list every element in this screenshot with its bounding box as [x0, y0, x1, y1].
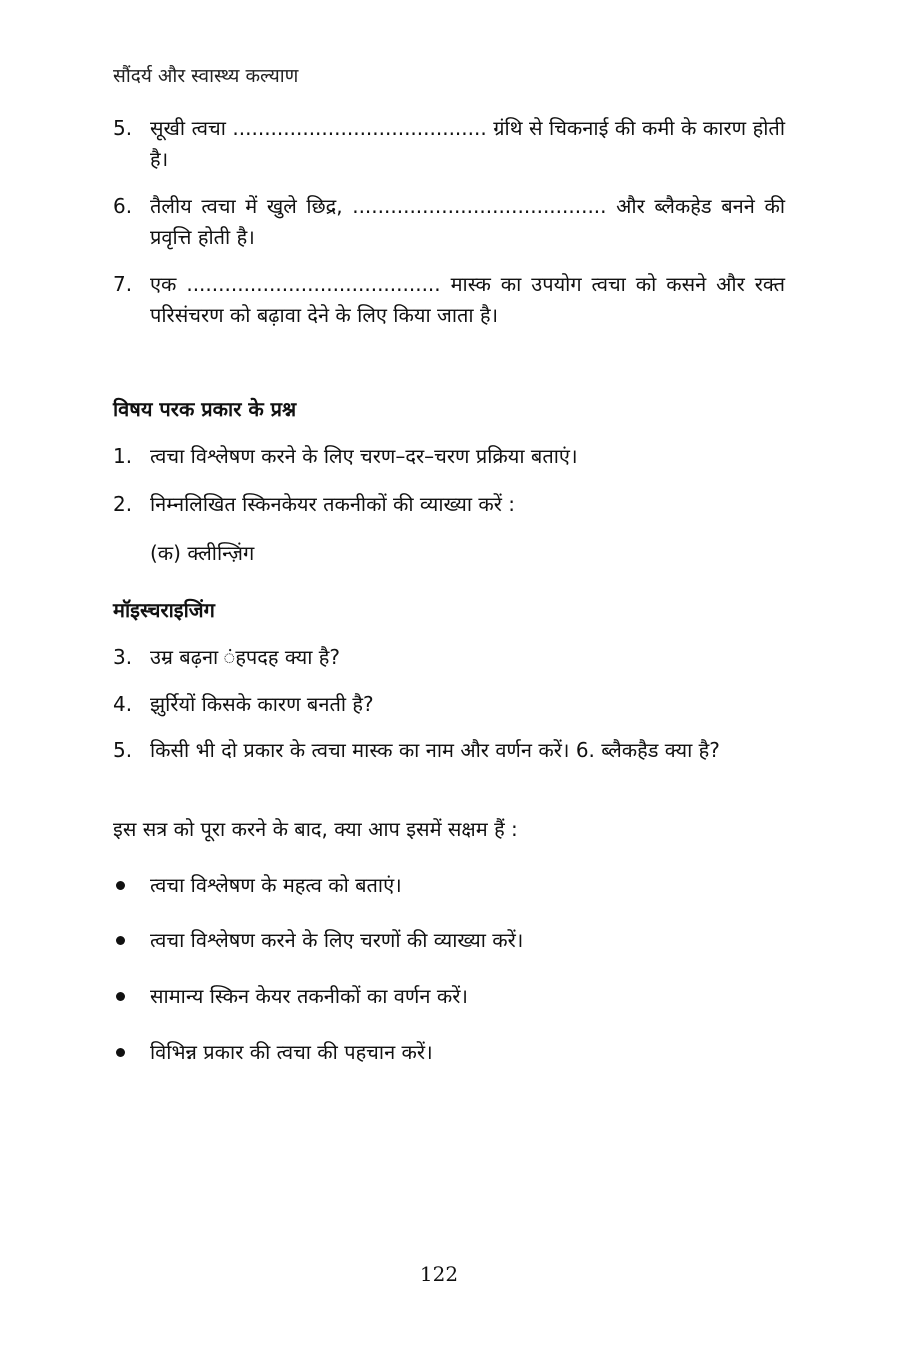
checklist-item: [113, 1037, 433, 1068]
item-number: 3.: [113, 645, 133, 669]
question-item-4: [113, 689, 785, 720]
checklist-intro: इस सत्र को पूरा करने के बाद, क्या आप इसमें सक्षम हैं :: [113, 817, 518, 841]
question-item-1: [113, 441, 785, 472]
checklist-item-text: विभिन्न प्रकार की त्वचा की पहचान करें।: [150, 1040, 433, 1064]
item-number: 5.: [113, 738, 133, 762]
checklist-item: [113, 925, 523, 956]
item-text: उम्र बढ़ना ंहपदह क्या है?: [150, 645, 340, 669]
fill-item-7: [113, 269, 785, 331]
item-number: 7.: [113, 272, 133, 296]
running-head: सौंदर्य और स्वास्थ्य कल्याण: [113, 65, 299, 87]
checklist-item: [113, 870, 402, 901]
bullet-icon: [116, 936, 125, 945]
checklist-item-text: त्वचा विश्लेषण करने के लिए चरणों की व्याख्या करें।: [150, 928, 524, 952]
item-number: 1.: [113, 444, 133, 468]
bullet-icon: [116, 881, 125, 890]
page-number: 122: [419, 1262, 459, 1286]
item-number: 4.: [113, 692, 133, 716]
item-number: 5.: [113, 116, 133, 140]
checklist-item-text: सामान्य स्किन केयर तकनीकों का वर्णन करें।: [150, 984, 468, 1008]
question-item-2: [113, 489, 785, 520]
item-text: त्वचा विश्लेषण करने के लिए चरण–दर–चरण प्रक्रिया बताएं।: [150, 444, 578, 468]
section-heading-moisturizing: मॉइस्चराइजिंग: [113, 598, 215, 622]
item-text: एक ........................................ मास्क का उपयोग त्वचा को कसने और रक्त परिसंचरण को बढ़ावा देने के लिए किया जाता है।: [150, 272, 785, 327]
item-text: सूखी त्वचा ........................................ ग्रंथि से चिकनाई की कमी के कारण होती है।: [150, 116, 785, 171]
checklist-item-text: त्वचा विश्लेषण के महत्व को बताएं।: [150, 873, 402, 897]
sub-item-cleansing: (क) क्लीन्ज़िंग: [150, 541, 255, 565]
checklist-item: [113, 981, 468, 1012]
item-text: तैलीय त्वचा में खुले छिद्र, ........................................ और ब्लैकहेड बनने की प्रवृत्ति होती है।: [150, 194, 785, 249]
bullet-icon: [116, 1048, 125, 1057]
question-item-3: [113, 642, 785, 673]
item-text: किसी भी दो प्रकार के त्वचा मास्क का नाम और वर्णन करें। 6. ब्लैकहैड क्या है?: [150, 738, 720, 762]
item-number: 2.: [113, 492, 133, 516]
question-item-5: [113, 735, 785, 766]
item-text: निम्नलिखित स्किनकेयर तकनीकों की व्याख्या करें :: [150, 492, 516, 516]
section-heading-subjective: विषय परक प्रकार के प्रश्न: [113, 397, 297, 421]
item-text: झुर्रियों किसके कारण बनती है?: [150, 692, 374, 716]
bullet-icon: [116, 992, 125, 1001]
item-number: 6.: [113, 194, 133, 218]
fill-item-5: [113, 113, 785, 175]
fill-item-6: [113, 191, 785, 253]
